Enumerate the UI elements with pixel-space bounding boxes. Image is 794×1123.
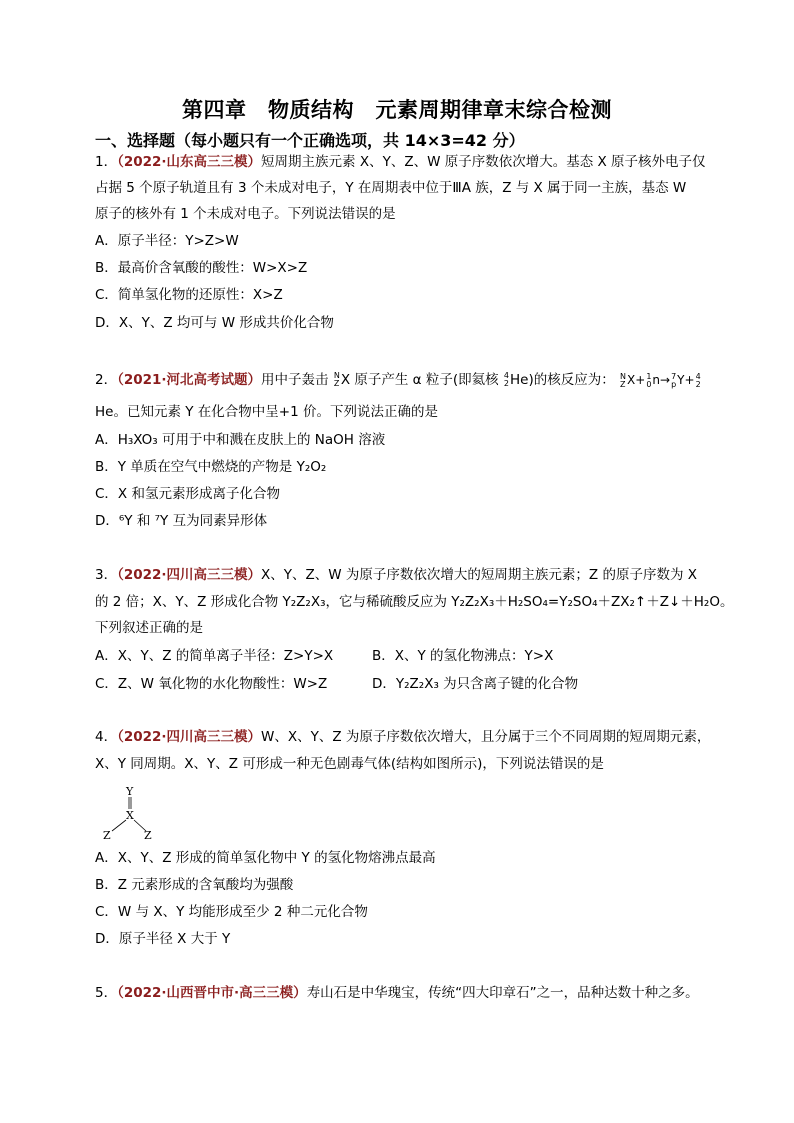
- option-d: D．⁶Y 和 ⁷Y 互为同素异形体: [95, 513, 268, 529]
- question-text: 短周期主族元素 X、Y、Z、W 原子序数依次增大。基态 X 原子核外电子仅: [261, 154, 706, 170]
- option-d: D．原子半径 X 大于 Y: [95, 931, 231, 947]
- question-source: （2022·四川高三三模）: [117, 567, 262, 583]
- atom-label: Y: [126, 785, 134, 798]
- option-d: D．Y₂Z₂X₃ 为只含离子键的化合物: [372, 676, 579, 692]
- question-source: （2021·河北高考试题）: [117, 372, 262, 388]
- atom-label: Z: [103, 829, 111, 840]
- question-3-line-1: [95, 565, 697, 585]
- question-number: 3．: [95, 567, 118, 583]
- nuclide-notation: 4 2: [503, 371, 510, 388]
- molecule-structure-diagram: [100, 782, 160, 840]
- question-source: （2022·山东高三三模）: [117, 154, 262, 170]
- question-number: 1．: [95, 154, 118, 170]
- question-text: He)的核反应为：: [510, 372, 615, 388]
- question-source: （2022·山西晋中市·高三三模）: [117, 985, 307, 1001]
- nuclide-notation: N Z: [333, 371, 340, 388]
- option-b: B．最高价含氧酸的酸性：W>X>Z: [95, 260, 308, 276]
- question-text: 用中子轰击: [261, 372, 329, 388]
- question-2-line-2: He。已知元素 Y 在化合物中呈+1 价。下列说法正确的是: [95, 404, 438, 420]
- option-b: B．X、Y 的氢化物沸点：Y>X: [372, 648, 554, 664]
- question-1-line-3: 原子的核外有 1 个未成对电子。下列说法错误的是: [95, 206, 396, 222]
- question-3-line-2: 的 2 倍；X、Y、Z 形成化合物 Y₂Z₂X₃，它与稀硫酸反应为 Y₂Z₂X₃＋H₂SO₄=Y₂SO₄＋ZX₂↑＋Z↓＋H₂O。: [95, 594, 734, 610]
- question-3-line-3: 下列叙述正确的是: [95, 620, 203, 636]
- section-heading: 一、选择题（每小题只有一个正确选项，共 14×3=42 分）: [95, 131, 525, 150]
- page-title: 第四章 物质结构 元素周期律章末综合检测: [182, 98, 612, 122]
- question-1-line-2: 占据 5 个原子轨道且有 3 个未成对电子，Y 在周期表中位于ⅢA 族，Z 与 X 属于同一主族，基态 W: [95, 180, 687, 196]
- option-a: A．X、Y、Z 的简单离子半径：Z>Y>X: [95, 648, 334, 664]
- question-number: 5．: [95, 985, 118, 1001]
- option-c: C．简单氢化物的还原性：X>Z: [95, 287, 283, 303]
- option-c: C．X 和氢元素形成离子化合物: [95, 486, 280, 502]
- question-text: X、Y、Z、W 为原子序数依次增大的短周期主族元素；Z 的原子序数为 X: [261, 567, 698, 583]
- option-a: A．X、Y、Z 形成的简单氢化物中 Y 的氢化物熔沸点最高: [95, 850, 436, 866]
- option-a: A．H₃XO₃ 可用于中和溅在皮肤上的 NaOH 溶液: [95, 432, 386, 448]
- question-1-line-1: [95, 152, 706, 172]
- option-b: B．Z 元素形成的含氧酸均为强酸: [95, 877, 294, 893]
- question-4-line-2: X、Y 同周期。X、Y、Z 可形成一种无色剧毒气体(结构如图所示)，下列说法错误的是: [95, 756, 604, 772]
- question-5-line-1: [95, 983, 699, 1003]
- question-number: 2．: [95, 372, 118, 388]
- question-source: （2022·四川高三三模）: [117, 729, 262, 745]
- question-4-line-1: [95, 727, 710, 747]
- question-2-line-1: [95, 370, 702, 390]
- question-text: 寿山石是中华瑰宝，传统“四大印章石”之一，品种达数十种之多。: [306, 985, 699, 1001]
- question-text: W、X、Y、Z 为原子序数依次增大，且分属于三个不同周期的短周期元素，: [261, 729, 711, 745]
- option-d: D．X、Y、Z 均可与 W 形成共价化合物: [95, 315, 334, 331]
- atom-label: Z: [144, 829, 152, 840]
- option-c: C．Z、W 氧化物的水化物酸性：W>Z: [95, 676, 328, 692]
- option-a: A．原子半径：Y>Z>W: [95, 233, 239, 249]
- option-c: C．W 与 X、Y 均能形成至少 2 种二元化合物: [95, 904, 368, 920]
- question-text: X 原子产生 α 粒子(即氦核: [340, 372, 499, 388]
- atom-label: X: [126, 809, 134, 822]
- question-number: 4．: [95, 729, 118, 745]
- option-b: B．Y 单质在空气中燃烧的产物是 Y₂O₂: [95, 459, 327, 475]
- nuclear-equation: N Z X+ 1 0 n→ 7 p Y+ 4 2: [620, 371, 701, 389]
